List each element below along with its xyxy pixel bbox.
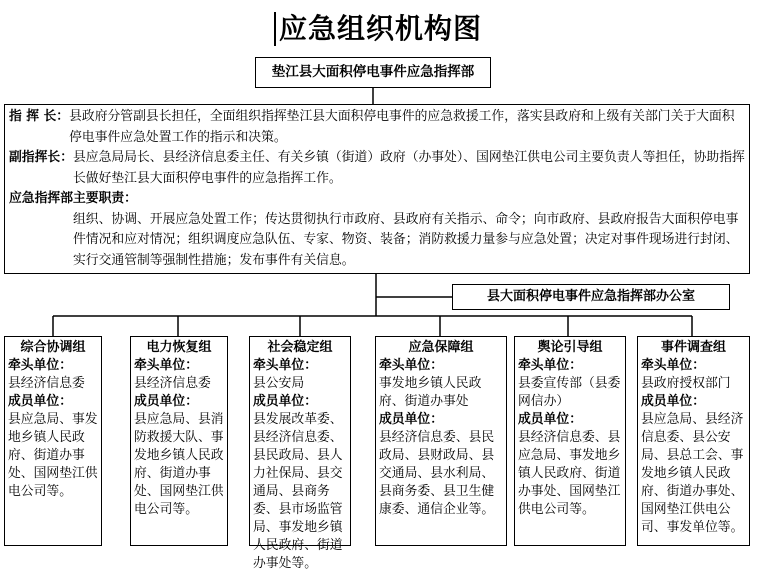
- command-office-box: 县大面积停电事件应急指挥部办公室: [452, 284, 730, 310]
- commander-row: [9, 107, 745, 148]
- group-box-coordination: [4, 336, 102, 546]
- deputy-row: [9, 148, 745, 189]
- group-box-incident-investigation: [637, 336, 750, 546]
- lead-label: 牵头单位：: [641, 358, 705, 373]
- group-box-public-opinion: [514, 336, 626, 546]
- lead-label: 牵头单位：: [134, 358, 198, 373]
- lead-units: 县政府授权部门: [641, 376, 731, 391]
- group-box-emergency-support: [375, 336, 507, 546]
- lead-label: 牵头单位：: [379, 358, 443, 373]
- group-title: 应急保障组: [408, 340, 474, 355]
- duties-text: 组织、协调、开展应急处置工作；传达贯彻执行市政府、县政府有关指示、命令；向市政府、县政府报告大面积停电事件情况和应对情况；组织调度应急队伍、专家、物资、装备；消防救援力量参与应急处置；决定对事件现场进行封闭、实行交通管制等强制性措施；发布事件有关信息。: [73, 211, 739, 268]
- lead-label: 牵头单位：: [253, 358, 317, 373]
- group-title: 舆论引导组: [537, 340, 603, 355]
- member-label: 成员单位：: [8, 394, 72, 409]
- group-box-power-restoration: [130, 336, 228, 546]
- duties-description-box: [4, 104, 750, 274]
- group-title: 社会稳定组: [267, 340, 333, 355]
- lead-units: 县委宣传部（县委网信办）: [518, 376, 621, 409]
- lead-units: 县经济信息委: [134, 376, 211, 391]
- group-title: 综合协调组: [20, 340, 86, 355]
- group-title: 事件调查组: [660, 340, 726, 355]
- member-units: 县应急局、县经济信息委、县公安局、县总工会、事发地乡镇人民政府、街道办事处、国网垫江供电公司、事发单位等。: [641, 412, 744, 535]
- commander-label: 指 挥 长：: [9, 109, 70, 124]
- duties-label: 应急指挥部主要职责：: [9, 191, 137, 206]
- lead-units: 事发地乡镇人民政府、街道办事处: [379, 376, 482, 409]
- member-label: 成员单位：: [641, 394, 705, 409]
- commander-text: 县政府分管副县长担任，全面组织指挥垫江县大面积停电事件的应急救援工作，落实县政府和上级有关部门关于大面积停电事件应急处置工作的指示和决策。: [69, 109, 735, 145]
- member-units: 县应急局、县消防救援大队、事发地乡镇人民政府、街道办事处、国网垫江供电公司等。: [134, 412, 224, 517]
- lead-units: 县经济信息委: [8, 376, 85, 391]
- member-label: 成员单位：: [518, 412, 582, 427]
- member-units: 县应急局、事发地乡镇人民政府、街道办事处、国网垫江供电公司等。: [8, 412, 98, 499]
- member-units: 县经济信息委、县民政局、县财政局、县交通局、县水利局、县商务委、县卫生健康委、通信企业等。: [379, 430, 495, 517]
- group-title: 电力恢复组: [146, 340, 212, 355]
- deputy-label: 副指挥长：: [9, 150, 73, 165]
- headquarters-box: 垫江县大面积停电事件应急指挥部: [255, 57, 491, 88]
- member-label: 成员单位：: [253, 394, 317, 409]
- member-units: 县发展改革委、县经济信息委、县民政局、县人力社保局、县交通局、县商务委、县市场监管局、事发地乡镇人民政府、街道办事处等。: [253, 412, 343, 571]
- group-box-social-stability: [249, 336, 351, 571]
- deputy-text: 县应急局局长、县经济信息委主任、有关乡镇（街道）政府（办事处）、国网垫江供电公司主要负责人等担任，协助指挥长做好垫江县大面积停电事件的应急指挥工作。: [72, 150, 745, 186]
- member-label: 成员单位：: [134, 394, 198, 409]
- lead-units: 县公安局: [253, 376, 305, 391]
- member-units: 县经济信息委、县应急局、事发地乡镇人民政府、街道办事处、国网垫江供电公司等。: [518, 430, 621, 517]
- lead-label: 牵头单位：: [8, 358, 72, 373]
- lead-label: 牵头单位：: [518, 358, 582, 373]
- member-label: 成员单位：: [379, 412, 443, 427]
- page-title: 应急组织机构图: [274, 12, 482, 46]
